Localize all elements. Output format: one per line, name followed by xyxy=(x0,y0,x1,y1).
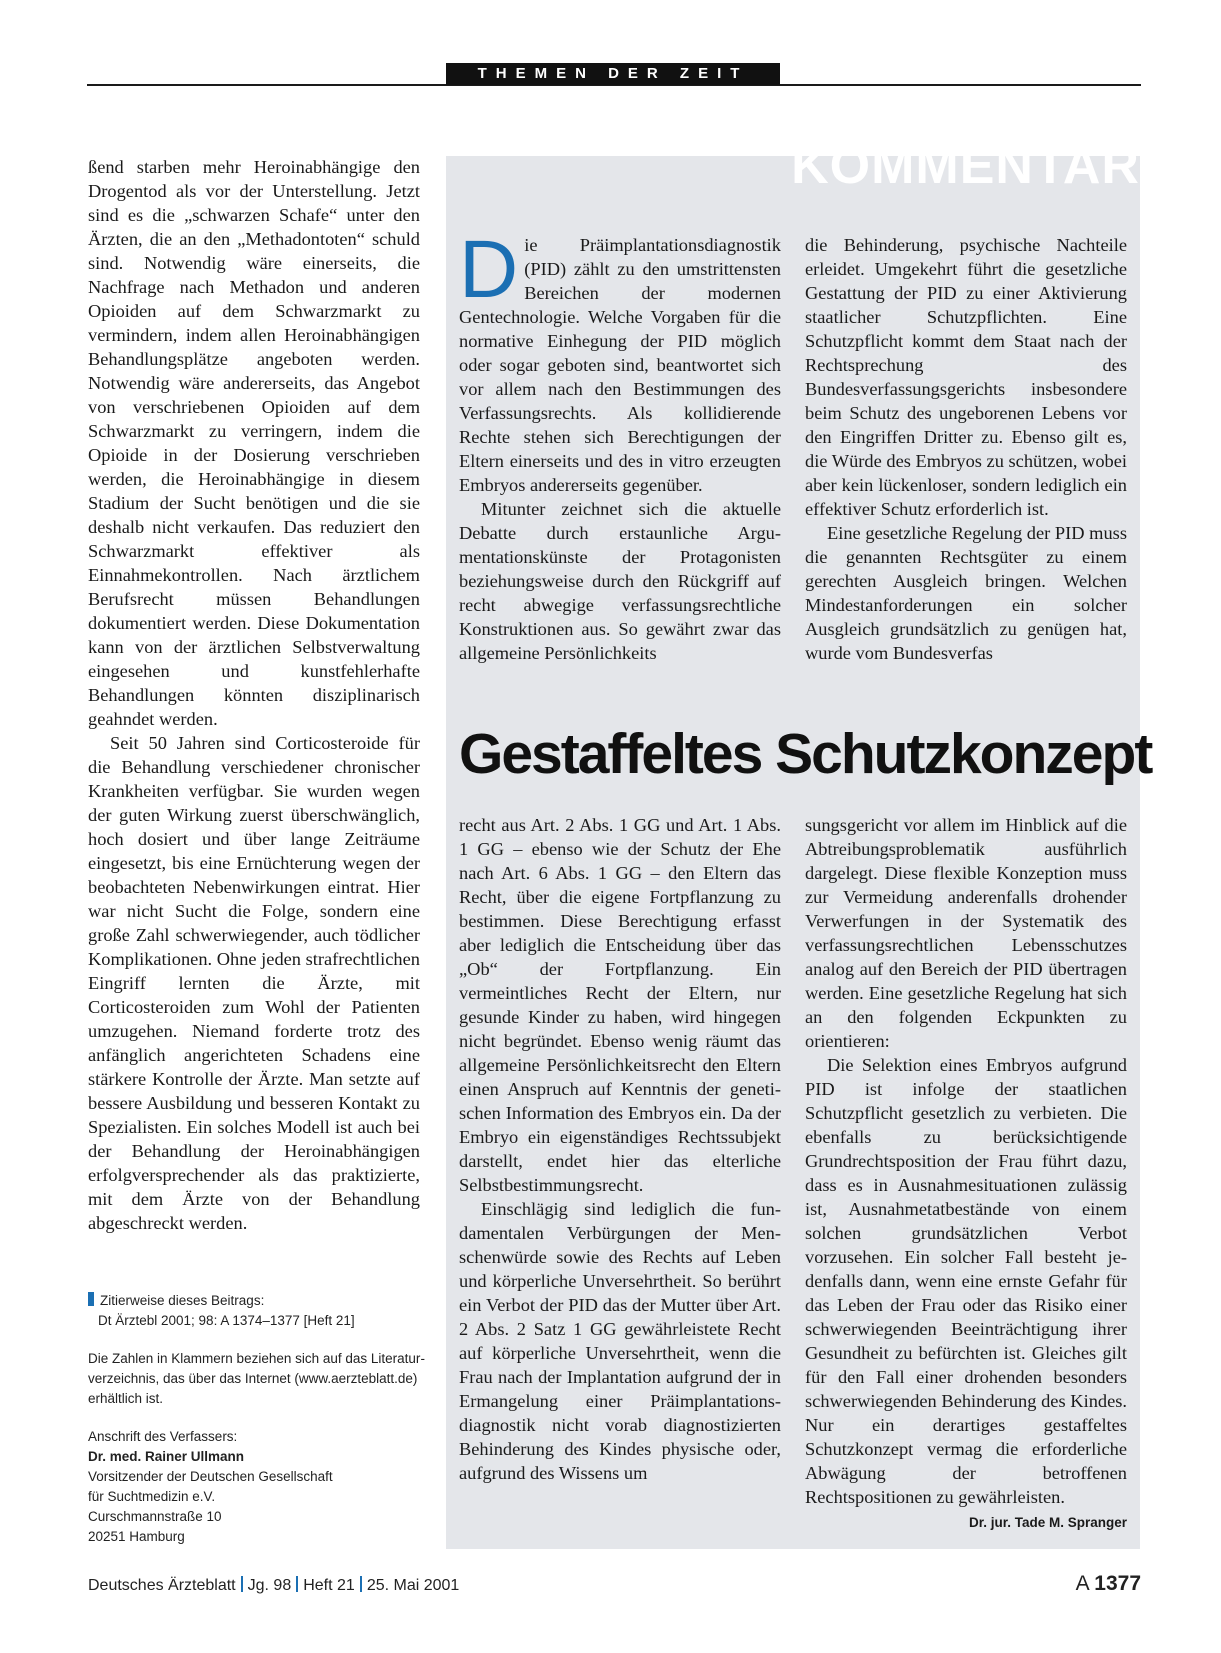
footer-separator xyxy=(360,1576,362,1592)
comment-paragraph: Einschlägig sind lediglich die fundamentalen Verbürgungen der Menschenwürde sowie des Rechts auf Leben und körperliche Unversehrtheit. So berührt ein Verbot der PID das der Mutter über Art. 2 Abs. 2 Satz 1 GG gewährleistete Recht auf körperliche Unversehrtheit, wenn die Frau nach der Implantation aufgrund der in Ermangelung einer Präimplantationsdiagnostik nicht vorab diagnostizierten Behinderung des Kindes physische oder, aufgrund des Wissens um xyxy=(459,1199,781,1483)
comment-column xyxy=(805,813,1127,1535)
author-name: Dr. med. Rainer Ullmann xyxy=(88,1449,245,1464)
author-address xyxy=(88,1427,428,1547)
article-column xyxy=(88,155,420,1235)
comment-paragraph: sungsgericht vor allem im Hinblick auf die Abtreibungsproblematik ausführlich dargelegt. Diese flexible Konzeption muss zur Vermeidung anderenfalls drohender Verwerfungen in der Systematik des verfassungsrechtlichen Lebensschutzes analog auf den Bereich der PID übertragen werden. Eine gesetzliche Regelung hat sich an den folgenden Eckpunkten zu orientieren: xyxy=(805,815,1127,1051)
comment-paragraph: Die Präimplantationsdiagnostik (PID) zählt zu den umstrittensten Bereichen der modernen Gentechnologie. Welche Vorgaben für die normative Einhegung der PID möglich oder sogar geboten sind, beantwortet sich vor allem nach den Bestimmungen des Verfassungsrechts. Als kollidierende Rechte stehen sich Berechtigungen der Eltern einerseits und des in vitro erzeugten Embryos andererseits gegenüber. xyxy=(459,224,781,495)
comment-paragraph: Die Selektion eines Embryos aufgrund PID ist infolge der staatlichen Schutzpflicht gesetzlich zu verbieten. Die ebenfalls zu berücksichtigende Grundrechtsposition der Frau führt dazu, dass es in Ausnahmesituationen zulässig ist, Ausnahmetatbestände von einem solchen grundsätzlichen Verbot vorzusehen. Ein solcher Fall besteht jedenfalls dann, wenn eine ernste Gefahr für das Leben der Frau oder das Risiko einer schwerwiegenden Beeinträchtigung ihrer Gesundheit zu befürchten ist. Gleiches gilt für den Fall einer drohenden besonders schwerwiegenden Behinderung des Kindes. Nur ein derartiges gestaffeltes Schutzkonzept vermag die erforderliche Abwägung der betroffenen Rechtspositionen zu gewährleisten. Dr. jur. Tade M. Spranger xyxy=(805,1053,1127,1509)
drop-cap: D xyxy=(459,224,519,315)
comment-headline: Gestaffeltes Schutzkonzept xyxy=(459,722,1152,786)
comment-column xyxy=(459,813,781,1485)
address-label: Anschrift des Verfassers: xyxy=(88,1429,238,1444)
address-line: Vorsitzender der Deutschen Gesellschaft xyxy=(88,1469,333,1484)
page-footer xyxy=(88,1572,1141,1600)
address-line: für Suchtmedizin e.V. xyxy=(88,1489,216,1504)
article-paragraph: ßend starben mehr Heroinabhängige den Drogentod als vor der Unterstellung. Jetzt sind es die „schwarzen Schafe“ unter den Ärzten, die an den „Methadontoten“ schuld sind. Notwendig wäre einerseits, die Nachfrage nach Methadon und anderen Opioiden auf dem Schwarzmarkt zu vermindern, indem allen Heroinabhängigen Behandlungsplätze angeboten werden. Notwendig wäre andererseits, das Angebot von verschriebenen Opioiden auf dem Schwarzmarkt zu verringern, indem die Opioide in der Dosierung verschrieben werden, die Heroinabhängige in diesem Stadium der Sucht benötigen und die sie deshalb nicht verkaufen. Das reduziert den Schwarzmarkt effektiver als Einnahmekontrollen. Nach ärztlichem Berufsrecht müssen Behandlungen dokumentiert werden. Diese Dokumentation kann von der ärztlichen Selbstverwaltung eingesehen und kunstfehlerhafte Behandlungen könnten disziplinarisch geahndet werden. xyxy=(88,157,420,729)
address-line: 20251 Hamburg xyxy=(88,1529,185,1544)
comment-paragraph: die Behinderung, psychische Nachteile erleidet. Umgekehrt führt die gesetzliche Gestattung der PID zu einer Aktivierung staatlicher Schutzpflichten. Eine Schutzpflicht kommt dem Staat nach der Rechtsprechung des Bundesverfassungsgerichts insbesondere beim Schutz des ungeborenen Lebens vor den Eingriffen Dritter zu. Ebenso gilt es, die Würde des Embryos zu schützen, wobei aber kein lückenloser, sondern lediglich ein effektiver Schutz erforderlich ist. xyxy=(805,235,1127,519)
comment-label xyxy=(446,140,1140,196)
journal-issue: Heft 21 xyxy=(303,1577,355,1594)
citation-block xyxy=(88,1291,428,1331)
comment-author: Dr. jur. Tade M. Spranger xyxy=(968,1515,1127,1530)
comment-column xyxy=(459,224,781,665)
citation-label: Zitierweise dieses Beitrags: xyxy=(100,1293,265,1308)
journal-volume: Jg. 98 xyxy=(247,1577,292,1594)
address-line: Curschmannstraße 10 xyxy=(88,1509,222,1524)
comment-label-text: KOMMENTAR xyxy=(791,140,1140,195)
citation-marker xyxy=(88,1292,94,1306)
footer-separator xyxy=(296,1576,298,1592)
section-header: THEMEN DER ZEIT xyxy=(446,63,780,85)
comment-paragraph: Eine gesetzliche Regelung der PID muss die genannten Rechtsgüter zu einem gerechten Ausgleich bringen. Welchen Mindestanforderungen ein solcher Ausgleich grundsätzlich zu genügen hat, wurde vom Bundesverfas xyxy=(805,523,1127,663)
comment-paragraph: recht aus Art. 2 Abs. 1 GG und Art. 1 Abs. 1 GG – ebenso wie der Schutz der Ehe nach Art. 6 Abs. 1 GG – den Eltern das Recht, über die eigene Fortpflanzung zu bestimmen. Diese Berechtigung erfasst aber lediglich die Entscheidung über das „Ob“ der Fortpflanzung. Ein vermeintliches Recht der Eltern, nur gesunde Kinder zu haben, wird hingegen nicht begründet. Ebenso wenig räumt das allgemeine Persönlichkeitsrecht den Eltern einen Anspruch auf Kenntnis der genetischen Information des Embryos ein. Da der Embryo ein eigenständiges Rechtssubjekt darstellt, endet hier das elterliche Selbstbestimmungsrecht. xyxy=(459,815,781,1195)
comment-paragraph: Mitunter zeichnet sich die aktuelle Debatte durch erstaunliche Argumentationskünste der Protagonisten beziehungsweise durch den Rückgriff auf recht abwegige verfassungsrechtliche Konstruktionen aus. So gewährt zwar das allgemeine Persönlichkeits xyxy=(459,499,781,663)
issue-date: 25. Mai 2001 xyxy=(366,1577,460,1594)
journal-name: Deutsches Ärzteblatt xyxy=(88,1577,236,1594)
comment-column xyxy=(805,233,1127,665)
article-paragraph: Seit 50 Jahren sind Corticosteroide für die Behandlung verschiedener chronischer Krankheiten verfügbar. Sie wurden wegen der guten Wirkung zuerst überschwänglich, hoch dosiert und über lange Zeiträume eingesetzt, bis eine Ernüchterung wegen der beobachteten Nebenwirkungen eintrat. Hier war nicht Sucht die Folge, sondern eine große Zahl schwerwiegender, auch tödlicher Komplikationen. Ohne jeden strafrechtlichen Eingriff lernten die Ärzte, mit Corticosteroiden zum Wohl der Patienten umzugehen. Niemand forderte trotz des anfänglich angerichteten Schadens eine stärkere Kontrolle der Ärzte. Man setzte auf bessere Ausbildung und besseren Kontakt zu Spezialisten. Ein solches Modell ist auch bei der Behandlung der Heroinabhängigen erfolgversprechender als das praktizierte, mit dem Ärzte von der Behandlung abgeschreckt werden. xyxy=(88,733,420,1233)
footer-separator xyxy=(241,1576,243,1592)
page-number: A 1377 xyxy=(1075,1572,1141,1595)
literature-note: Die Zahlen in Klammern beziehen sich auf das Literaturverzeichnis, das über das Internet (www.aerzteblatt.de) erhältlich ist. xyxy=(88,1351,425,1406)
citation-reference: Dt Ärztebl 2001; 98: A 1374–1377 [Heft 21] xyxy=(98,1313,355,1328)
